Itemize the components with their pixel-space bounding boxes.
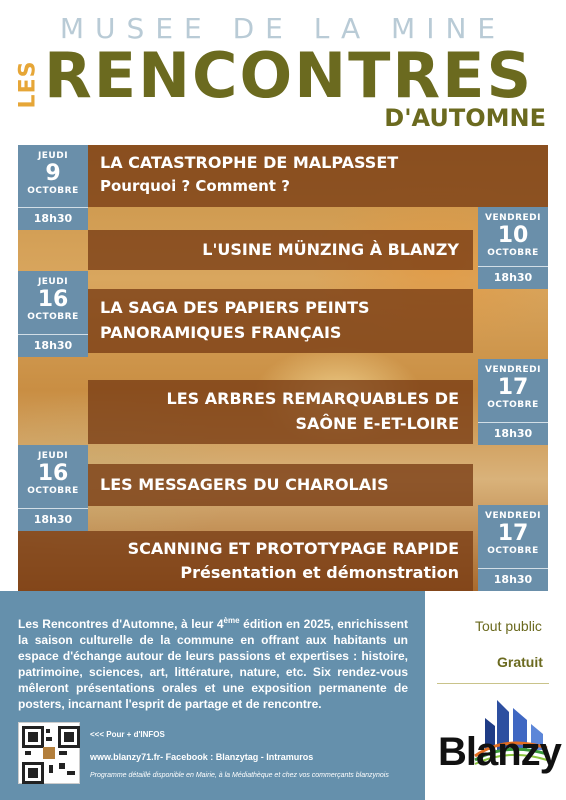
more-info-label: <<< Pour + d'INFOS	[90, 730, 165, 739]
event-6-month: OCTOBRE	[487, 546, 539, 556]
event-6-date	[478, 505, 548, 591]
event-5-time: 18h30	[18, 508, 88, 531]
audience-label: Tout public	[475, 618, 542, 634]
event-4-time: 18h30	[478, 422, 548, 445]
event-4-day: VENDREDI	[484, 365, 541, 375]
event-3-date	[18, 271, 88, 357]
description-part1: Les Rencontres d'Automne, à leur 4	[18, 617, 224, 631]
price-label: Gratuit	[497, 654, 543, 670]
description-sup: ème	[223, 616, 240, 625]
event-3-subtitle: PANORAMIQUES FRANÇAIS	[100, 323, 342, 342]
event-1-month: OCTOBRE	[27, 186, 79, 196]
event-6-num: 17	[497, 521, 529, 546]
event-1-subtitle: Pourquoi ? Comment ?	[100, 177, 290, 195]
event-1-title-bar	[88, 145, 548, 207]
event-4-date	[478, 359, 548, 445]
main-title: RENCONTRES	[44, 39, 534, 112]
subtitle: D'AUTOMNE	[384, 104, 546, 132]
event-1-day: JEUDI	[37, 151, 69, 161]
event-6-subtitle: Présentation et démonstration	[180, 563, 459, 582]
les-label: LES	[15, 60, 41, 109]
blanzy-logo-text: Blanzy	[438, 730, 561, 774]
event-3-title-bar	[88, 289, 473, 353]
event-1-title: LA CATASTROPHE DE MALPASSET	[100, 153, 399, 172]
event-3-num: 16	[37, 287, 69, 312]
event-4-title: LES ARBRES REMARQUABLES DE	[166, 389, 459, 408]
event-6-title: SCANNING ET PROTOTYPAGE RAPIDE	[127, 539, 459, 558]
les-vertical	[15, 58, 44, 114]
event-4-num: 17	[497, 375, 529, 400]
event-2-date	[478, 207, 548, 289]
event-3-day: JEUDI	[37, 277, 69, 287]
event-5-date	[18, 445, 88, 531]
event-1-date	[18, 145, 88, 230]
event-5-title: LES MESSAGERS DU CHAROLAIS	[100, 475, 389, 494]
event-3-month: OCTOBRE	[27, 312, 79, 322]
qr-code[interactable]	[18, 722, 80, 784]
event-2-time: 18h30	[478, 266, 548, 289]
event-1-time: 18h30	[18, 207, 88, 230]
event-5-day: JEUDI	[37, 451, 69, 461]
event-3-time: 18h30	[18, 334, 88, 357]
event-2-day: VENDREDI	[484, 213, 541, 223]
event-5-month: OCTOBRE	[27, 486, 79, 496]
event-4-title-bar	[88, 380, 473, 444]
event-2-title-bar	[88, 230, 473, 270]
event-1-num: 9	[45, 161, 61, 186]
event-6-day: VENDREDI	[484, 511, 541, 521]
event-2-month: OCTOBRE	[487, 248, 539, 258]
museum-title: MUSEE DE LA MINE	[59, 12, 507, 45]
website-links[interactable]: www.blanzy71.fr- Facebook : Blanzytag - Intramuros	[90, 752, 314, 762]
event-2-num: 10	[497, 223, 529, 248]
program-note: Programme détaillé disponible en Mairie, à la Médiathèque et chez vos commerçants blanzynois	[90, 772, 389, 779]
event-3-title: LA SAGA DES PAPIERS PEINTS	[100, 298, 370, 317]
event-6-time: 18h30	[478, 568, 548, 591]
event-5-num: 16	[37, 461, 69, 486]
divider	[437, 683, 549, 684]
program-band	[18, 145, 548, 591]
event-5-title-bar	[88, 464, 473, 506]
event-4-month: OCTOBRE	[487, 400, 539, 410]
description	[18, 613, 408, 712]
event-6-title-bar	[18, 531, 473, 591]
description-part2: édition en 2025, enrichissent la saison culturelle de la commune en offrant aux habitants un espace d'échange autour de leurs passions et expertises : histoire, patrimoine, sciences, art, littérature, nature, etc. Six rendez-vous mêleront présentations orales et une exposition permanente de posters, incarnant l'esprit de partage et de rencontre.	[18, 617, 409, 711]
event-4-subtitle: SAÔNE E-ET-LOIRE	[295, 414, 459, 433]
event-2-title: L'USINE MÜNZING À BLANZY	[202, 240, 459, 259]
